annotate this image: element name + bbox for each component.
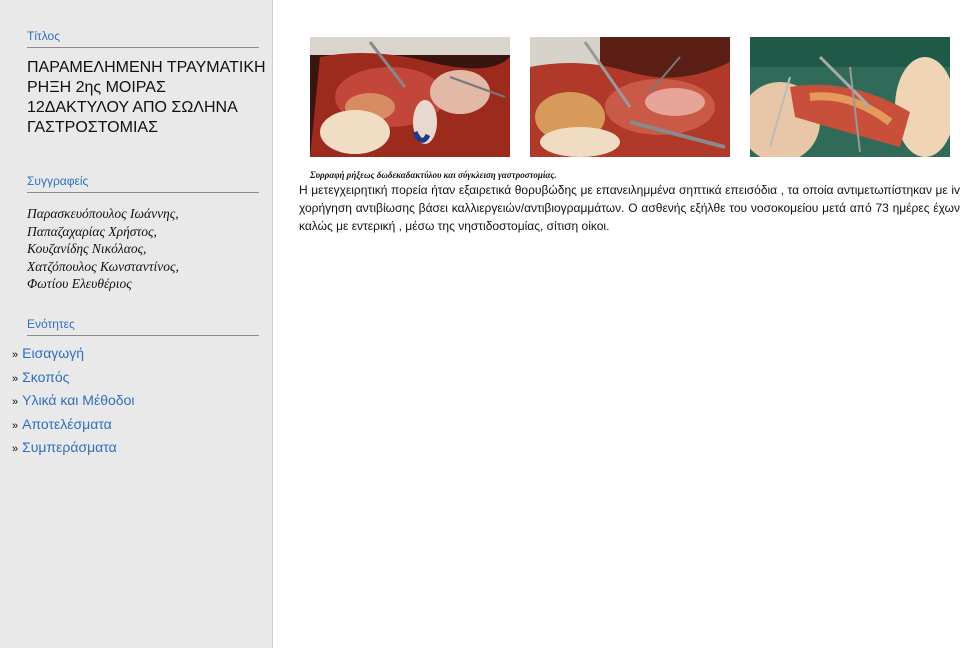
nav-item-materials-methods[interactable] xyxy=(12,390,134,414)
nav-item-label: Εισαγωγή xyxy=(22,345,85,361)
sidebar xyxy=(0,0,273,648)
section-nav xyxy=(12,343,134,461)
author-name: Χατζόπουλος Κωνσταντίνος, xyxy=(27,258,179,274)
figure-caption: Συρραφή ρήξεως δωδεκαδακτύλου και σύγκλειση γαστροστομίας. xyxy=(310,170,557,180)
nav-item-conclusions[interactable] xyxy=(12,437,134,461)
poster-title: ΠΑΡΑΜΕΛΗΜΕΝΗ ΤΡΑΥΜΑΤΙΚΗ ΡΗΞΗ 2ης ΜΟΙΡΑΣ 12ΔΑΚΤΥΛΟΥ ΑΠΟ ΣΩΛΗΝΑ ΓΑΣΤΡΟΣΤΟΜΙΑΣ xyxy=(27,59,266,136)
surgical-photo-3 xyxy=(750,37,950,157)
surgical-photo-1 xyxy=(310,37,510,157)
nav-bullet: » xyxy=(12,372,19,385)
author-name: Φωτίου Ελευθέριος xyxy=(27,276,132,291)
nav-bullet: » xyxy=(12,349,19,361)
nav-item-introduction[interactable] xyxy=(12,343,134,367)
nav-bullet: » xyxy=(12,443,19,455)
sections-heading: Ενότητες xyxy=(27,317,259,336)
author-name: Παπαζαχαρίας Χρήστος, xyxy=(27,223,157,239)
nav-item-label: Υλικά και Μέθοδοι xyxy=(22,392,135,408)
nav-item-label: Σκοπός xyxy=(22,368,70,385)
results-paragraph: Η μετεγχειρητική πορεία ήταν εξαιρετικά θορυβώδης με επανειλημμένα σηπτικά επεισόδια , τα οποία αντιμετωπίστηκαν με iv χορήγηση αντιβίωσης βάσει καλλιεργειών/αντιβιογραμμάτων. Ο ασθενής εξήλθε του νοσοκομείου μετά από 73 ημέρες έχων καλώς με εντερική , μέσω της νηστιδοστομίας, σίτιση οίκοι. xyxy=(299,183,960,233)
nav-bullet: » xyxy=(12,396,19,408)
title-section-heading: Τίτλος xyxy=(27,29,259,48)
surgical-photo-2 xyxy=(530,37,730,157)
authors-section-heading: Συγγραφείς xyxy=(27,174,259,193)
nav-item-label: Αποτελέσματα xyxy=(22,415,112,432)
nav-item-purpose[interactable] xyxy=(12,367,134,391)
author-name: Παρασκευόπουλος Ιωάννης, xyxy=(27,206,179,221)
authors-list xyxy=(27,205,267,293)
nav-item-label: Συμπεράσματα xyxy=(22,439,117,455)
nav-item-results[interactable] xyxy=(12,414,134,438)
nav-bullet: » xyxy=(12,419,19,432)
author-name: Κουζανίδης Νικόλαος, xyxy=(27,241,147,256)
